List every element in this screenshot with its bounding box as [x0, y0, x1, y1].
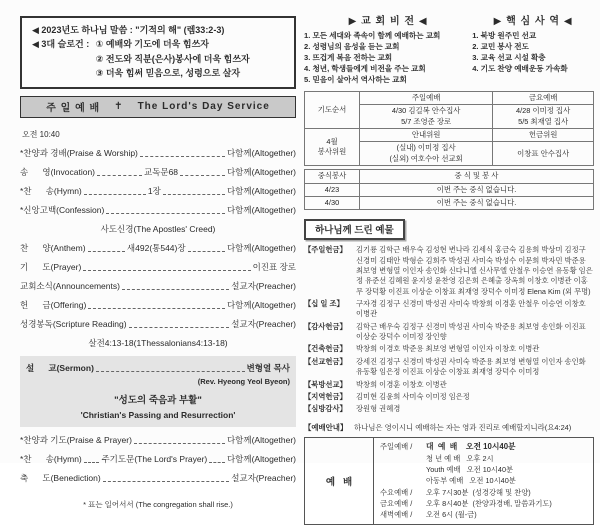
- column-header-sunday: 주일예배: [360, 92, 493, 105]
- offering-entry: [304, 380, 594, 390]
- table-row: [305, 170, 594, 183]
- serve-month-label: [305, 129, 360, 166]
- service-time: 오전 10:40: [22, 129, 60, 139]
- offering-entry: [304, 344, 594, 354]
- order-label: *찬양과 기도(Praise & Prayer): [20, 434, 132, 445]
- sermon-title-en: 'Christian's Passing and Resurrection': [80, 409, 236, 420]
- worship-name: [380, 464, 426, 475]
- worship-time-row: [380, 498, 587, 509]
- leader-line: [163, 194, 225, 195]
- creed-note: 사도신경(The Apostles' Creed): [100, 223, 216, 234]
- vision-title: ▶ 교 회 비 전 ◀: [348, 16, 428, 27]
- order-right: 다함께(Altogether): [226, 299, 296, 310]
- table-row: [305, 183, 594, 196]
- offerings-section-title: 하나님께 드린 예물: [304, 219, 405, 240]
- offering-names: 김기룡 김학근 배우숙 김성현 변나라 김세식 홍금숙 김용희 박상미 김정구 신경미 김태안 박형순 김희주 박성권 사미숙 박성수 이문희 박자민 박준용 최보영 변형열 이인자 송인화 신다니엘 신사무엘 안철우 이승연 유동황 임은정 유준선 김혜원 윤지성 윤찬영 김은희 은혜출 장옥희 이창호 이병관 이홍무 장덕황 이진표 이상순 이창표 최재영 장덕수 이미정 Elena Kim (외 무명): [356, 245, 593, 296]
- offering-entry: [304, 299, 594, 320]
- table-row: [305, 129, 594, 142]
- slogan-item: ② 전도와 직분(은사)봉사에 더욱 힘쓰자: [95, 53, 250, 64]
- offering-names: 박창희 이경훈 이창호 이병관: [356, 379, 447, 389]
- order-label: 기 도(Prayer): [20, 261, 82, 272]
- worship-time-row: [380, 453, 587, 464]
- leader-line: [97, 175, 142, 176]
- order-right: 설교자(Preacher): [231, 280, 296, 291]
- worship-detail: 오후 8시40분 (찬양과경배, 말씀과기도): [426, 498, 552, 508]
- order-row: [20, 261, 296, 273]
- column-header-friday: 금요예배: [493, 92, 594, 105]
- order-label: 찬 양(Anthem): [20, 242, 86, 253]
- order-right: 다함께(Altogether): [226, 185, 297, 196]
- leader-line: [180, 175, 225, 176]
- order-right: 이진표 장로: [252, 261, 296, 272]
- order-row: [20, 472, 296, 484]
- offering-entry: [304, 392, 594, 402]
- worship-times-table: [304, 437, 594, 525]
- lunch-note: 이번 주는 중식 없습니다.: [360, 183, 594, 196]
- sermon-box: [20, 356, 296, 427]
- order-label: 축 도(Benediction): [20, 472, 101, 483]
- order-label: 성경봉독(Scripture Reading): [20, 318, 127, 329]
- order-row: [20, 299, 296, 311]
- year-word-line: ◀ 2023년도 하나님 말씀 : "기적의 해" (렘33:2-3): [32, 25, 225, 35]
- worship-detail: 청 년 예 배 오후 2시: [426, 453, 494, 463]
- leader-line: [188, 251, 225, 252]
- offering-committee-header: 헌금위원: [493, 129, 594, 142]
- offerings-title-wrap: [304, 219, 594, 240]
- cell-line: 5/5 최재열 집사: [518, 116, 569, 126]
- slogan-item: ③ 더욱 힘써 믿음으로, 성령으로 살자: [95, 68, 241, 79]
- order-row: [20, 166, 296, 178]
- order-row: [20, 453, 296, 465]
- ministry-item: 1. 북방 원주민 선교: [472, 31, 537, 40]
- offering-names: 구자경 김정구 신경미 박성권 사미숙 박창희 이경훈 안철우 이승연 이창호 이병관: [356, 299, 586, 319]
- offering-names: 장원형 권혜경: [356, 404, 401, 414]
- preacher-english-name: (Rev. Hyeong Yeol Byeon): [197, 376, 290, 386]
- offering-entry: [304, 322, 594, 343]
- cell-line: 4/30 김길복 안수집사: [391, 106, 461, 116]
- worship-name: 주일예배 /: [380, 441, 413, 451]
- offering-entry: [304, 245, 594, 297]
- offering-member-cell: 이창표 안수집사: [493, 142, 594, 166]
- slogan-list: [96, 37, 250, 80]
- leader-line: [103, 481, 230, 482]
- vision-item: 4. 청년, 학생들에게 비전을 주는 교회: [304, 64, 426, 73]
- order-row: [20, 434, 296, 446]
- worship-detail: Youth 예배 오전 10시40분: [426, 465, 514, 474]
- order-label: *신앙고백(Confession): [20, 204, 105, 215]
- order-label: 설 교(Sermon): [26, 362, 94, 373]
- order-middle: 새492(통544)장: [126, 242, 186, 253]
- order-right: 다함께(Altogether): [226, 242, 297, 253]
- leader-line: [83, 270, 250, 271]
- offering-type-label: 【북방선교】: [304, 379, 347, 389]
- slogan-row: [32, 37, 290, 80]
- lunch-date: 4/23: [305, 183, 360, 196]
- worship-table-label: 예배: [305, 438, 374, 525]
- slogan-label: ◀ 3대 슬로건 :: [32, 39, 92, 50]
- offering-names: 박창희 이경호 박준용 최보영 변형열 이인자 이창호 이병관: [356, 344, 540, 354]
- cell-line: 봉사위원: [317, 147, 347, 157]
- leader-line: [96, 371, 245, 372]
- year-slogan-box: [20, 16, 296, 89]
- offering-type-label: 【심방감사】: [304, 404, 347, 414]
- order-label: *찬 송(Hymn): [20, 453, 82, 464]
- offering-entry: [304, 357, 594, 378]
- vision-item: 5. 믿음이 살아서 역사하는 교회: [304, 75, 407, 84]
- leader-line: [134, 443, 225, 444]
- order-row: [20, 147, 296, 159]
- offering-names: 김학근 배우숙 김정구 신경미 박성권 사미숙 박준용 최보영 송인화 이진표 이상순 장덕수 이미정 장인향: [356, 321, 586, 342]
- order-right: 다함께(Altogether): [226, 166, 296, 177]
- order-right: 다함께(Altogether): [226, 147, 296, 158]
- order-row: [20, 318, 296, 330]
- order-right: 다함께(Altogether): [226, 453, 297, 464]
- offering-entries: [304, 245, 594, 414]
- worship-detail: 오후 7시30분 (성경강해 및 찬양): [426, 487, 531, 497]
- vision-item: 1. 모든 세대와 족속이 함께 예배하는 교회: [304, 31, 441, 40]
- order-middle: 주기도문(The Lord's Prayer): [101, 453, 208, 464]
- order-label: 헌 금(Offering): [20, 299, 87, 310]
- worship-detail: 대 예 배 오전 10시40분: [426, 441, 516, 451]
- order-label: 교회소식(Announcements): [20, 280, 120, 291]
- order-row: [20, 280, 296, 292]
- worship-time-row: [380, 441, 587, 453]
- order-row: [20, 242, 296, 254]
- offering-type-label: 【지역헌금】: [304, 391, 347, 401]
- cell-line: (실내) 이미정 집사: [396, 143, 456, 153]
- core-ministry-section: [472, 12, 594, 85]
- service-title-en: The Lord's Day Service: [137, 100, 270, 112]
- left-page: [20, 16, 296, 510]
- order-row: [20, 185, 296, 197]
- worship-name: [380, 475, 426, 486]
- worship-name: 수요예배 /: [380, 487, 413, 497]
- vision-mission-columns: [304, 12, 594, 85]
- service-title-bar: [20, 96, 296, 118]
- order-right: 다함께(Altogether): [226, 204, 296, 215]
- sermon-title-ko: "성도의 죽음과 부활": [114, 394, 202, 406]
- order-right: 다함께(Altogether): [226, 434, 296, 445]
- ministry-item: 4. 기도 찬양 예배운동 가속화: [472, 64, 568, 73]
- leader-line: [209, 462, 225, 463]
- leader-line: [88, 308, 225, 309]
- offering-entry: [304, 404, 594, 414]
- service-title-ko: 주 일 예 배: [46, 102, 101, 114]
- lunch-table: [304, 169, 594, 210]
- rise-footnote: * 표는 일어서서 (The congregation shall rise.): [83, 499, 233, 509]
- worship-time-row: [380, 509, 587, 520]
- table-row: [305, 92, 594, 105]
- right-page: [304, 12, 594, 525]
- worship-detail: 아동부 예배 오전 10시40분: [426, 476, 516, 486]
- order-right: 설교자(Preacher): [231, 318, 296, 329]
- offering-type-label: 【주일헌금】: [304, 245, 347, 255]
- offering-type-label: 【선교헌금】: [304, 356, 347, 366]
- worship-detail: 오전 6시 (월-금): [426, 510, 477, 520]
- offering-names: 강세진 김정구 신경미 박성권 사미숙 박준용 최보영 변형열 이인자 송인화 유동황 임은정 이진표 이상순 이창표 최재영 장덕수 이미정: [356, 356, 586, 377]
- ministry-title: ▶ 핵 심 사 역 ◀: [493, 16, 573, 27]
- order-right: 변형열 목사: [246, 362, 290, 373]
- friday-prayer-cell: [493, 105, 594, 129]
- lunch-header: 중 식 및 봉 사: [360, 170, 594, 183]
- worship-guide-verse: 하나님은 영이시니 예배하는 자는 영과 진리로 예배할지니라(요4:24): [354, 422, 572, 432]
- ministry-item: 2. 교민 봉사 전도: [472, 42, 529, 51]
- leader-line: [84, 462, 100, 463]
- order-right: 설교자(Preacher): [231, 472, 296, 483]
- offering-type-label: 【감사헌금】: [304, 321, 347, 331]
- worship-name: 금요예배 /: [380, 498, 413, 508]
- duty-table: [304, 91, 594, 166]
- worship-time-row: [380, 487, 587, 498]
- worship-times-list: [374, 438, 593, 525]
- worship-time-row: [380, 475, 587, 486]
- vision-item: 3. 뜨겁게 복음 전하는 교회: [304, 53, 393, 62]
- slogan-item: ① 예배와 기도에 더욱 힘쓰자: [95, 39, 209, 50]
- order-middle: 교독문68: [143, 166, 179, 177]
- offering-type-label: 【십 일 조】: [304, 299, 344, 309]
- lunch-label: 중식봉사: [305, 170, 360, 183]
- scripture-reference: 살전4:13-18(1Thessalonians4:13-18): [88, 337, 228, 348]
- leader-line: [140, 156, 225, 157]
- cell-line: 5/7 조영준 장로: [401, 116, 452, 126]
- worship-guide-label: 【예배안내】: [304, 422, 348, 432]
- offering-type-label: 【건축헌금】: [304, 344, 347, 354]
- cell-line: 4/28 이미정 집사: [516, 106, 571, 116]
- vision-item: 2. 성령님의 음성을 듣는 교회: [304, 42, 400, 51]
- worship-name: [380, 453, 426, 464]
- lunch-date: 4/30: [305, 196, 360, 209]
- leader-line: [129, 327, 230, 328]
- order-label: *찬양과 경배(Praise & Worship): [20, 147, 138, 158]
- leader-line: [88, 251, 125, 252]
- cell-line: (실외) 여호수아 선교회: [389, 153, 463, 163]
- worship-name: 새벽예배 /: [380, 510, 413, 520]
- leader-line: [84, 194, 146, 195]
- worship-guide-line: [304, 422, 594, 433]
- order-label: *찬 송(Hymn): [20, 185, 82, 196]
- prayer-order-label: 기도순서: [305, 92, 360, 129]
- guide-members-cell: [360, 142, 493, 166]
- church-vision-section: [304, 12, 472, 85]
- leader-line: [122, 289, 229, 290]
- table-row: [305, 196, 594, 209]
- cross-icon: ✝: [114, 100, 124, 112]
- worship-time-row: [380, 464, 587, 475]
- leader-line: [106, 213, 225, 214]
- order-middle: 1장: [147, 185, 161, 196]
- lunch-note: 이번 주는 중식 없습니다.: [360, 196, 594, 209]
- order-label: 송 영(Invocation): [20, 166, 96, 177]
- sunday-prayer-cell: [360, 105, 493, 129]
- offering-names: 김미현 김윤희 사미숙 이미정 임은정: [356, 391, 470, 401]
- cell-line: 4월: [326, 136, 338, 146]
- guide-header: 안내위원: [360, 129, 493, 142]
- order-row: [26, 362, 290, 374]
- order-row: [20, 204, 296, 216]
- ministry-item: 3. 교육 선교 시설 확충: [472, 53, 546, 62]
